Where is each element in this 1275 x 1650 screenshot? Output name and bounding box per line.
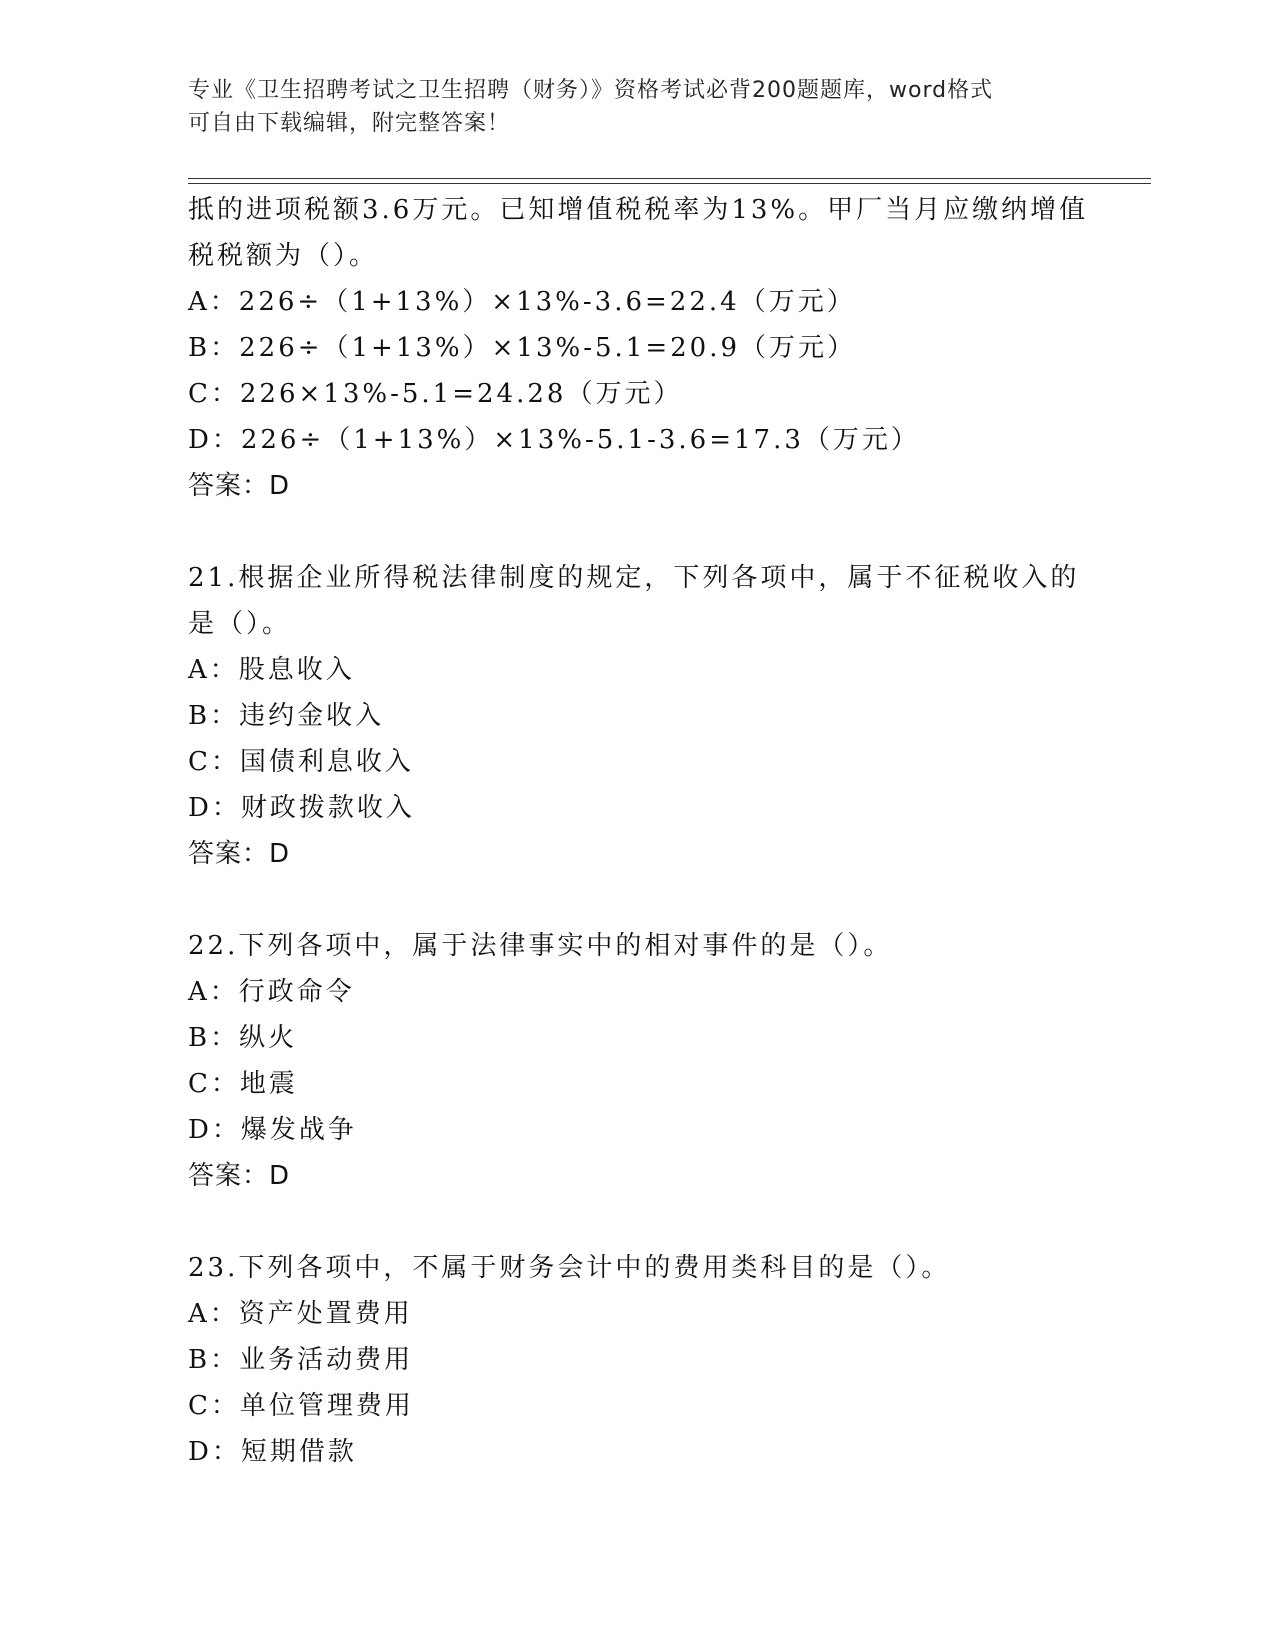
option-a: A：资产处置费用 — [188, 1299, 413, 1329]
answer-line: 答案：D — [188, 471, 291, 501]
header-line-1: 专业《卫生招聘考试之卫生招聘（财务）》资格考试必背200题题库，word格式 — [188, 78, 994, 103]
header-divider-bottom — [188, 183, 1151, 184]
option-d: D：短期借款 — [188, 1437, 357, 1467]
header-divider-top — [188, 178, 1151, 179]
header-line-2: 可自由下载编辑，附完整答案！ — [188, 111, 511, 136]
question-text-line: 抵的进项税额3.6万元。已知增值税税率为13%。甲厂当月应缴纳增值 — [188, 195, 1089, 225]
option-a: A：226÷（1+13%）×13%-3.6=22.4（万元） — [188, 287, 856, 317]
question-23 — [188, 1245, 1088, 1475]
option-a: A：股息收入 — [188, 655, 355, 685]
option-d: D：财政拨款收入 — [188, 793, 415, 823]
question-21 — [188, 555, 1088, 877]
answer-line: 答案：D — [188, 839, 291, 869]
option-b: B：纵火 — [188, 1023, 298, 1053]
option-a: A：行政命令 — [188, 977, 355, 1007]
option-d: D：爆发战争 — [188, 1115, 357, 1145]
question-22 — [188, 923, 1088, 1199]
question-text-line: 21.根据企业所得税法律制度的规定，下列各项中，属于不征税收入的 — [188, 563, 1080, 593]
option-c: C：226×13%-5.1=24.28（万元） — [188, 379, 683, 409]
option-b: B：业务活动费用 — [188, 1345, 414, 1375]
spacer — [188, 877, 1088, 923]
spacer — [188, 1199, 1088, 1245]
question-text-line: 23.下列各项中，不属于财务会计中的费用类科目的是（）。 — [188, 1253, 951, 1283]
option-c: C：地震 — [188, 1069, 298, 1099]
question-text-line: 22.下列各项中，属于法律事实中的相对事件的是（）。 — [188, 931, 893, 961]
question-text-line: 税税额为（）。 — [188, 241, 379, 271]
question-text-line: 是（）。 — [188, 609, 292, 639]
document-header — [188, 74, 1068, 140]
option-c: C：国债利息收入 — [188, 747, 414, 777]
answer-line: 答案：D — [188, 1161, 291, 1191]
option-b: B：226÷（1+13%）×13%-5.1=20.9（万元） — [188, 333, 857, 363]
question-20-continuation — [188, 187, 1088, 509]
question-list — [188, 187, 1088, 1475]
spacer — [188, 509, 1088, 555]
option-b: B：违约金收入 — [188, 701, 385, 731]
option-c: C：单位管理费用 — [188, 1391, 414, 1421]
option-d: D：226÷（1+13%）×13%-5.1-3.6=17.3（万元） — [188, 425, 920, 455]
